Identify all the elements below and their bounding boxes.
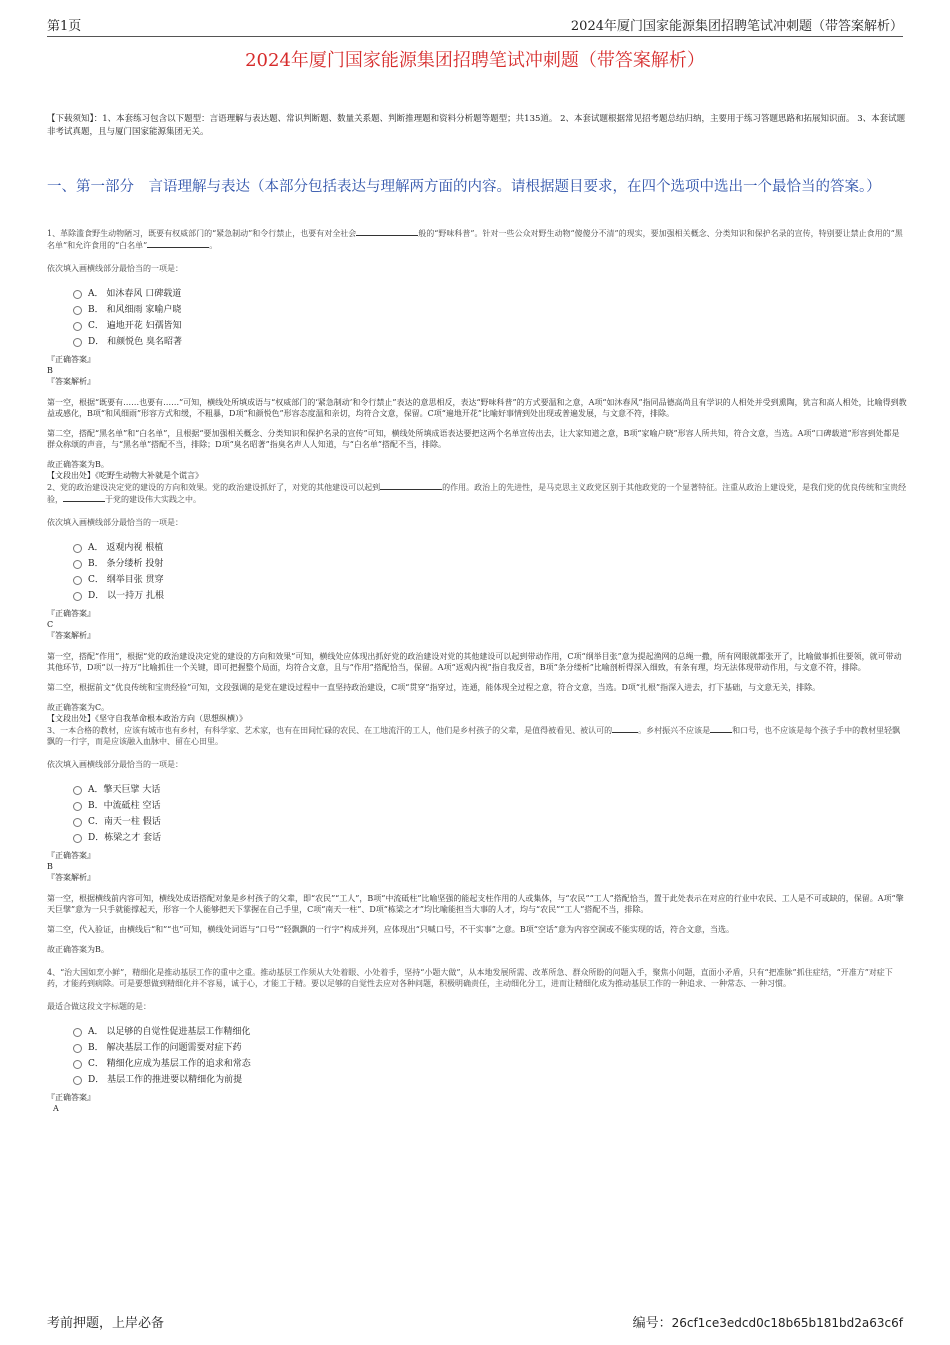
analysis-label: 『答案解析』 <box>47 873 95 882</box>
question-prompt: 依次填入画横线部分最恰当的一项是： <box>47 518 183 527</box>
radio-icon[interactable] <box>73 560 82 569</box>
option-d[interactable]: D．栋梁之才 套话 <box>73 830 907 846</box>
option-d[interactable]: D． 以一持万 扎根 <box>73 588 907 604</box>
option-a[interactable]: A．擎天巨擘 大话 <box>73 782 907 798</box>
analysis-paragraph: 第二空，根据前文“优良传统和宝贵经验”可知，文段强调的是党在建设过程中一直坚持政治建设，C项“贯穿”指穿过，连通，能体现全过程之意，符合文意，当选。D项“扎根”指深入进去，打下基础，与文意无关，排除。 <box>47 683 821 692</box>
option-d[interactable]: D． 和颜悦色 臭名昭著 <box>73 334 907 350</box>
radio-icon[interactable] <box>73 592 82 601</box>
correct-answer-label: 『正确答案』 <box>47 851 95 860</box>
correct-answer: B <box>47 862 53 871</box>
option-b[interactable]: B．中流砥柱 空话 <box>73 798 907 814</box>
download-note: 【下载须知】：1、本套练习包含以下题型：言语理解与表达题、常识判断题、数量关系题、判断推理题和资料分析题等题型；共135道。 2、本套试题根据常见招考题总结归纳，主要用于练习答题思路和拓展知识面。 3、本套试题非考试真题，且与厦门国家能源集团无关。 <box>47 114 906 137</box>
option-b[interactable]: B． 解决基层工作的问题需要对症下药 <box>73 1040 907 1056</box>
option-a[interactable]: A． 返观内视 根植 <box>73 540 907 556</box>
analysis-paragraph: 第二空，搭配“黑名单”和“白名单”，且根据“要加强相关概念、分类知识和保护名录的宣传”可知，横线处所填成语表达要把这两个名单宣传出去，让大家知道之意，B项“家喻户晓”形容人所共知，符合文意，当选。A项“口碑载道”形容到处都是群众称颂的声音，与“黑名单”搭配不当，排除；D项“臭名昭著”指臭名声人人知道，与“白名单”搭配不当，排除。 <box>47 429 900 449</box>
text-source: 【文段出处】《坚守自我革命根本政治方向（思想纵横）》 <box>47 714 247 723</box>
header-doc-title: 2024年厦门国家能源集团招聘笔试冲刺题（带答案解析） <box>570 19 903 34</box>
analysis-label: 『答案解析』 <box>47 631 95 640</box>
question-prompt: 依次填入画横线部分最恰当的一项是： <box>47 264 183 273</box>
analysis-conclusion: 故正确答案为C。 <box>47 703 110 712</box>
answer-blank <box>612 724 638 733</box>
answer-blank <box>380 481 442 490</box>
analysis-paragraph: 第一空，根据横线前内容可知，横线处成语搭配对象是乡村孩子的父辈，即“农民”“工人”，B项“中流砥柱”比喻坚强的能起支柱作用的人或集体，与“农民”“工人”搭配恰当，置于此处表示在对应的行业中农民、工人是不可或缺的，保留。A项“擎天巨擘”意为一只手就能撑起天，形容一个人能够把天下掌握在自己手里，C项“南天一柱”、D项“栋梁之才”均比喻能担当大事的人才，均与“农民”“工人”搭配不当，排除。 <box>47 894 904 914</box>
question-4 <box>47 967 907 1114</box>
text-source: 【文段出处】《吃野生动物大补就是个谎言》 <box>47 471 203 480</box>
radio-icon[interactable] <box>73 338 82 347</box>
radio-icon[interactable] <box>73 576 82 585</box>
question-2 <box>47 481 907 724</box>
correct-answer-label: 『正确答案』 <box>47 609 95 618</box>
document-code: 编号：26cf1ce3edcd0c18b65b181bd2a63c6f <box>632 1316 903 1331</box>
option-b[interactable]: B． 和风细雨 家喻户晓 <box>73 302 907 318</box>
page-header <box>47 14 903 37</box>
radio-icon[interactable] <box>73 818 82 827</box>
question-text: 1、革除滥食野生动物陋习，既要有权威部门的“紧急制动”和令行禁止，也要有对全社会 般的“野味科普”。针对一些公众对野生动物“傻傻分不清”的现实，要加强相关概念、分类知识和保护名录的宣传，特别要让禁止食用的“黑名单”和允许食用的“白名单” 。 <box>47 229 903 250</box>
radio-icon[interactable] <box>73 544 82 553</box>
option-d[interactable]: D． 基层工作的推进要以精细化为前提 <box>73 1072 907 1088</box>
analysis-label: 『答案解析』 <box>47 377 95 386</box>
option-c[interactable]: C．南天一柱 假话 <box>73 814 907 830</box>
question-1 <box>47 227 907 481</box>
question-text: 4、“治大国如烹小鲜”，精细化是推动基层工作的重中之重。推动基层工作须从大处着眼、小处着手，坚持“小题大做”，从本地发展所需、改革所急、群众所盼的问题入手，聚焦小问题，直面小矛盾，只有“把准脉”抓住症结，“开准方”对症下药，才能药到病除。可是要想做到精细化并不容易，诚于心，才能工于精。要以足够的自觉性去应对各种问题，积极明确责任，主动细化分工，进而让精细化成为推动基层工作的一种追求、一种常态、一种习惯。 <box>47 968 893 988</box>
page-footer <box>47 1312 903 1331</box>
option-list <box>73 540 907 604</box>
option-b[interactable]: B． 条分缕析 投射 <box>73 556 907 572</box>
correct-answer-label: 『正确答案』 <box>47 355 95 364</box>
question-text: 3、一本合格的教材，应该有城市也有乡村，有科学家、艺术家，也有在田间忙碌的农民、在工地流汗的工人，他们是乡村孩子的父辈，是值得被看见、被认可的 。乡村振兴不应该是 和口号，也不应该是每个孩子手中的教材里轻飘飘的一行字，而是应该融入血脉中、留在心田里。 <box>47 726 901 746</box>
radio-icon[interactable] <box>73 1028 82 1037</box>
radio-icon[interactable] <box>73 306 82 315</box>
radio-icon[interactable] <box>73 322 82 331</box>
radio-icon[interactable] <box>73 1044 82 1053</box>
analysis-paragraph: 第一空，搭配“作用”，根据“党的政治建设决定党的建设的方向和效果”可知，横线处应体现出抓好党的政治建设对党的其他建设可以起到带动作用，C项“纲举目张”意为提起渔网的总绳一撒，所有网眼就都张开了，比喻做事抓住要领，就可带动其他环节，D项“以一持万”比喻抓住一个关键，即可把握整个局面，均符合文意，且与“作用”搭配恰当，保留。A项“返观内视”指自我反省，B项“条分缕析”比喻剖析得深入细致，有条有理，均无法体现带动作用，与文意不符，排除。 <box>47 652 902 672</box>
correct-answer: A <box>53 1104 59 1113</box>
radio-icon[interactable] <box>73 802 82 811</box>
analysis-conclusion: 故正确答案为B。 <box>47 460 109 469</box>
page-number: 第1页 <box>47 19 82 34</box>
correct-answer-label: 『正确答案』 <box>47 1093 95 1102</box>
option-a[interactable]: A． 以足够的自觉性促进基层工作精细化 <box>73 1024 907 1040</box>
footer-motto: 考前押题，上岸必备 <box>47 1316 165 1331</box>
radio-icon[interactable] <box>73 786 82 795</box>
answer-blank <box>147 239 209 248</box>
radio-icon[interactable] <box>73 834 82 843</box>
option-list <box>73 286 907 350</box>
option-c[interactable]: C． 纲举目张 贯穿 <box>73 572 907 588</box>
question-prompt: 最适合做这段文字标题的是： <box>47 1002 151 1011</box>
option-list <box>73 1024 907 1088</box>
analysis-paragraph: 第二空，代入验证，由横线后“和”“也”可知，横线处词语与“口号”“轻飘飘的一行字”构成并列，应体现出“只喊口号，不干实事”之意。B项“空话”意为内容空洞或不能实现的话，符合文意，当选。 <box>47 925 734 934</box>
answer-blank <box>356 227 418 236</box>
option-c[interactable]: C． 精细化应成为基层工作的追求和常态 <box>73 1056 907 1072</box>
question-prompt: 依次填入画横线部分最恰当的一项是： <box>47 760 183 769</box>
option-a[interactable]: A． 如沐春风 口碑载道 <box>73 286 907 302</box>
analysis-paragraph: 第一空，根据“既要有……也要有……”可知，横线处所填成语与“权威部门的‘紧急制动’和令行禁止”表达的意思相反，表达“野味科普”的方式要温和之意，A项“如沐春风”指同品德高尚且有学识的人相处并受到熏陶，犹言和高人相处，比喻得到教益或感化，B项“和风细雨”形容方式和缓，不粗暴，D项“和颜悦色”形容态度温和亲切，均符合文意，保留。C项“遍地开花”比喻好事情到处出现或普遍发展，与文意不符，排除。 <box>47 398 907 418</box>
answer-blank <box>63 493 105 502</box>
radio-icon[interactable] <box>73 1076 82 1085</box>
correct-answer: B <box>47 366 53 375</box>
answer-blank <box>710 724 732 733</box>
radio-icon[interactable] <box>73 290 82 299</box>
section-heading: 一、第一部分 言语理解与表达（本部分包括表达与理解两方面的内容。请根据题目要求，在四个选项中选出一个最恰当的答案。） <box>47 179 881 195</box>
question-text: 2、党的政治建设决定党的建设的方向和效果。党的政治建设抓好了，对党的其他建设可以起到 的作用。政治上的先进性，是马克思主义政党区别于其他政党的一个显著特征。注重从政治上建设党，是我们党的优良传统和宝贵经验， 于党的建设伟大实践之中。 <box>47 483 907 504</box>
option-list <box>73 782 907 846</box>
page-title: 2024年厦门国家能源集团招聘笔试冲刺题（带答案解析） <box>245 50 705 71</box>
option-c[interactable]: C． 遍地开花 妇孺皆知 <box>73 318 907 334</box>
analysis-conclusion: 故正确答案为B。 <box>47 945 109 954</box>
correct-answer: C <box>47 620 54 629</box>
radio-icon[interactable] <box>73 1060 82 1069</box>
question-3 <box>47 724 907 955</box>
questions-area <box>47 227 907 1114</box>
